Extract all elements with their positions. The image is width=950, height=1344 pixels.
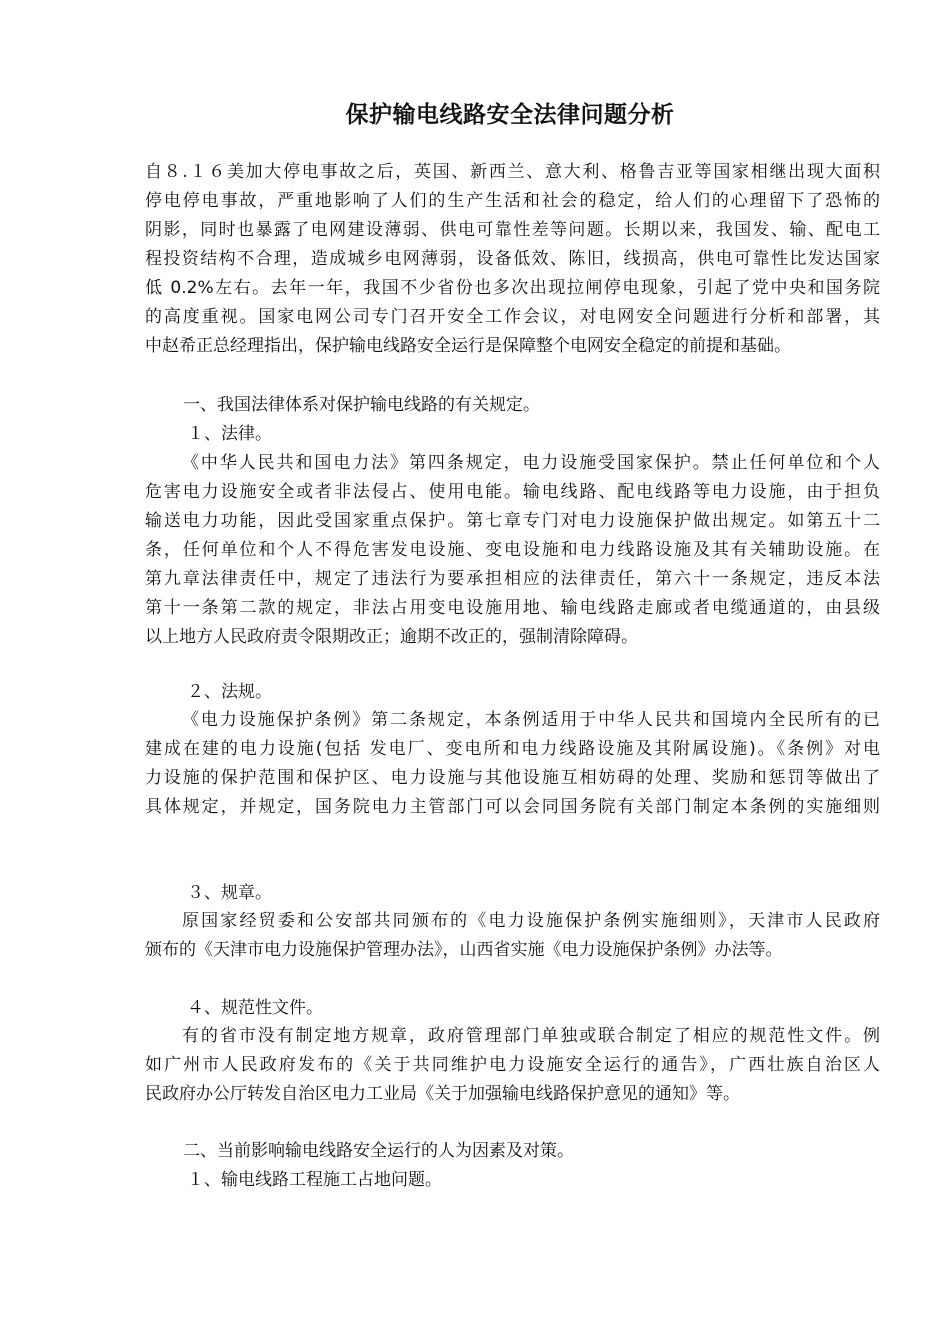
subsection-3-heading: ３、规章。 [187, 883, 272, 903]
subsection-1-paragraph [145, 449, 880, 652]
paragraph-line: 第十一条第二款的规定，非法占用变电设施用地、输电线路走廊或者电缆通道的，由县级 [145, 598, 880, 618]
paragraph-line: 中赵希正总经理指出，保护输电线路安全运行是保障整个电网安全稳定的前提和基础。 [145, 336, 791, 356]
paragraph-line: 《电力设施保护条例》第二条规定，本条例适用于中华人民共和国境内全民所有的已 [182, 710, 880, 730]
paragraph-line: 危害电力设施安全或者非法侵占、使用电能。输电线路、配电线路等电力设施，由于担负 [145, 482, 880, 502]
paragraph-line: 条，任何单位和个人不得危害发电设施、变电设施和电力线路设施及其有关辅助设施。在 [145, 540, 880, 560]
subsection-1-heading: １、法律。 [187, 424, 272, 444]
paragraph-line: 如广州市人民政府发布的《关于共同维护电力设施安全运行的通告》，广西壮族自治区人 [145, 1055, 880, 1075]
section-1-heading: 一、我国法律体系对保护输电线路的有关规定。 [183, 395, 540, 415]
paragraph-line: 原国家经贸委和公安部共同颁布的《电力设施保护条例实施细则》，天津市人民政府 [182, 911, 880, 931]
paragraph-line: 有的省市没有制定地方规章，政府管理部门单独或联合制定了相应的规范性文件。例 [182, 1026, 880, 1046]
subsection-3-paragraph [145, 907, 880, 965]
paragraph-line: 低 0.2%左右。去年一年，我国不少省份也多次出现拉闸停电现象，引起了党中央和国务院 [145, 278, 880, 298]
paragraph-line: 第九章法律责任中，规定了违法行为要承担相应的法律责任，第六十一条规定，违反本法 [145, 569, 880, 589]
paragraph-line: 民政府办公厅转发自治区电力工业局《关于加强输电线路保护意见的通知》等。 [145, 1084, 740, 1104]
section-2-heading: 二、当前影响输电线路安全运行的人为因素及对策。 [183, 1141, 574, 1161]
paragraph-line: 程投资结构不合理，造成城乡电网薄弱，设备低效、陈旧，线损高，供电可靠性比发达国家 [145, 249, 880, 269]
subsection-2-paragraph [145, 706, 880, 822]
subsection-4-paragraph [145, 1022, 880, 1109]
paragraph-line: 具体规定，并规定，国务院电力主管部门可以会同国务院有关部门制定本条例的实施细则 [145, 797, 880, 817]
document-title: 保护输电线路安全法律问题分析 [345, 102, 675, 128]
paragraph-line: 阴影，同时也暴露了电网建设薄弱、供电可靠性差等问题。长期以来，我国发、输、配电工 [145, 220, 880, 240]
section-2-subsection-1-heading: １、输电线路工程施工占地问题。 [187, 1170, 442, 1190]
paragraph-line: 颁布的《天津市电力设施保护管理办法》，山西省实施《电力设施保护条例》办法等。 [145, 940, 783, 960]
paragraph-line: 《中华人民共和国电力法》第四条规定，电力设施受国家保护。禁止任何单位和个人 [182, 453, 880, 473]
intro-paragraph [145, 158, 880, 361]
paragraph-line: 自８.１６美加大停电事故之后，英国、新西兰、意大利、格鲁吉亚等国家相继出现大面积 [145, 162, 880, 182]
paragraph-line: 的高度重视。国家电网公司专门召开安全工作会议，对电网安全问题进行分析和部署，其 [145, 307, 880, 327]
subsection-4-heading: ４、规范性文件。 [187, 998, 323, 1018]
paragraph-line: 力设施的保护范围和保护区、电力设施与其他设施互相妨碍的处理、奖励和惩罚等做出了 [145, 768, 880, 788]
paragraph-line: 建成在建的电力设施(包括 发电厂、变电所和电力线路设施及其附属设施)。《条例》对电 [145, 739, 880, 759]
subsection-2-heading: ２、法规。 [187, 682, 272, 702]
paragraph-line: 以上地方人民政府责令限期改正；逾期不改正的，强制清除障碍。 [145, 627, 638, 647]
paragraph-line: 输送电力功能，因此受国家重点保护。第七章专门对电力设施保护做出规定。如第五十二 [145, 511, 880, 531]
paragraph-line: 停电停电事故，严重地影响了人们的生产生活和社会的稳定，给人们的心理留下了恐怖的 [145, 191, 880, 211]
